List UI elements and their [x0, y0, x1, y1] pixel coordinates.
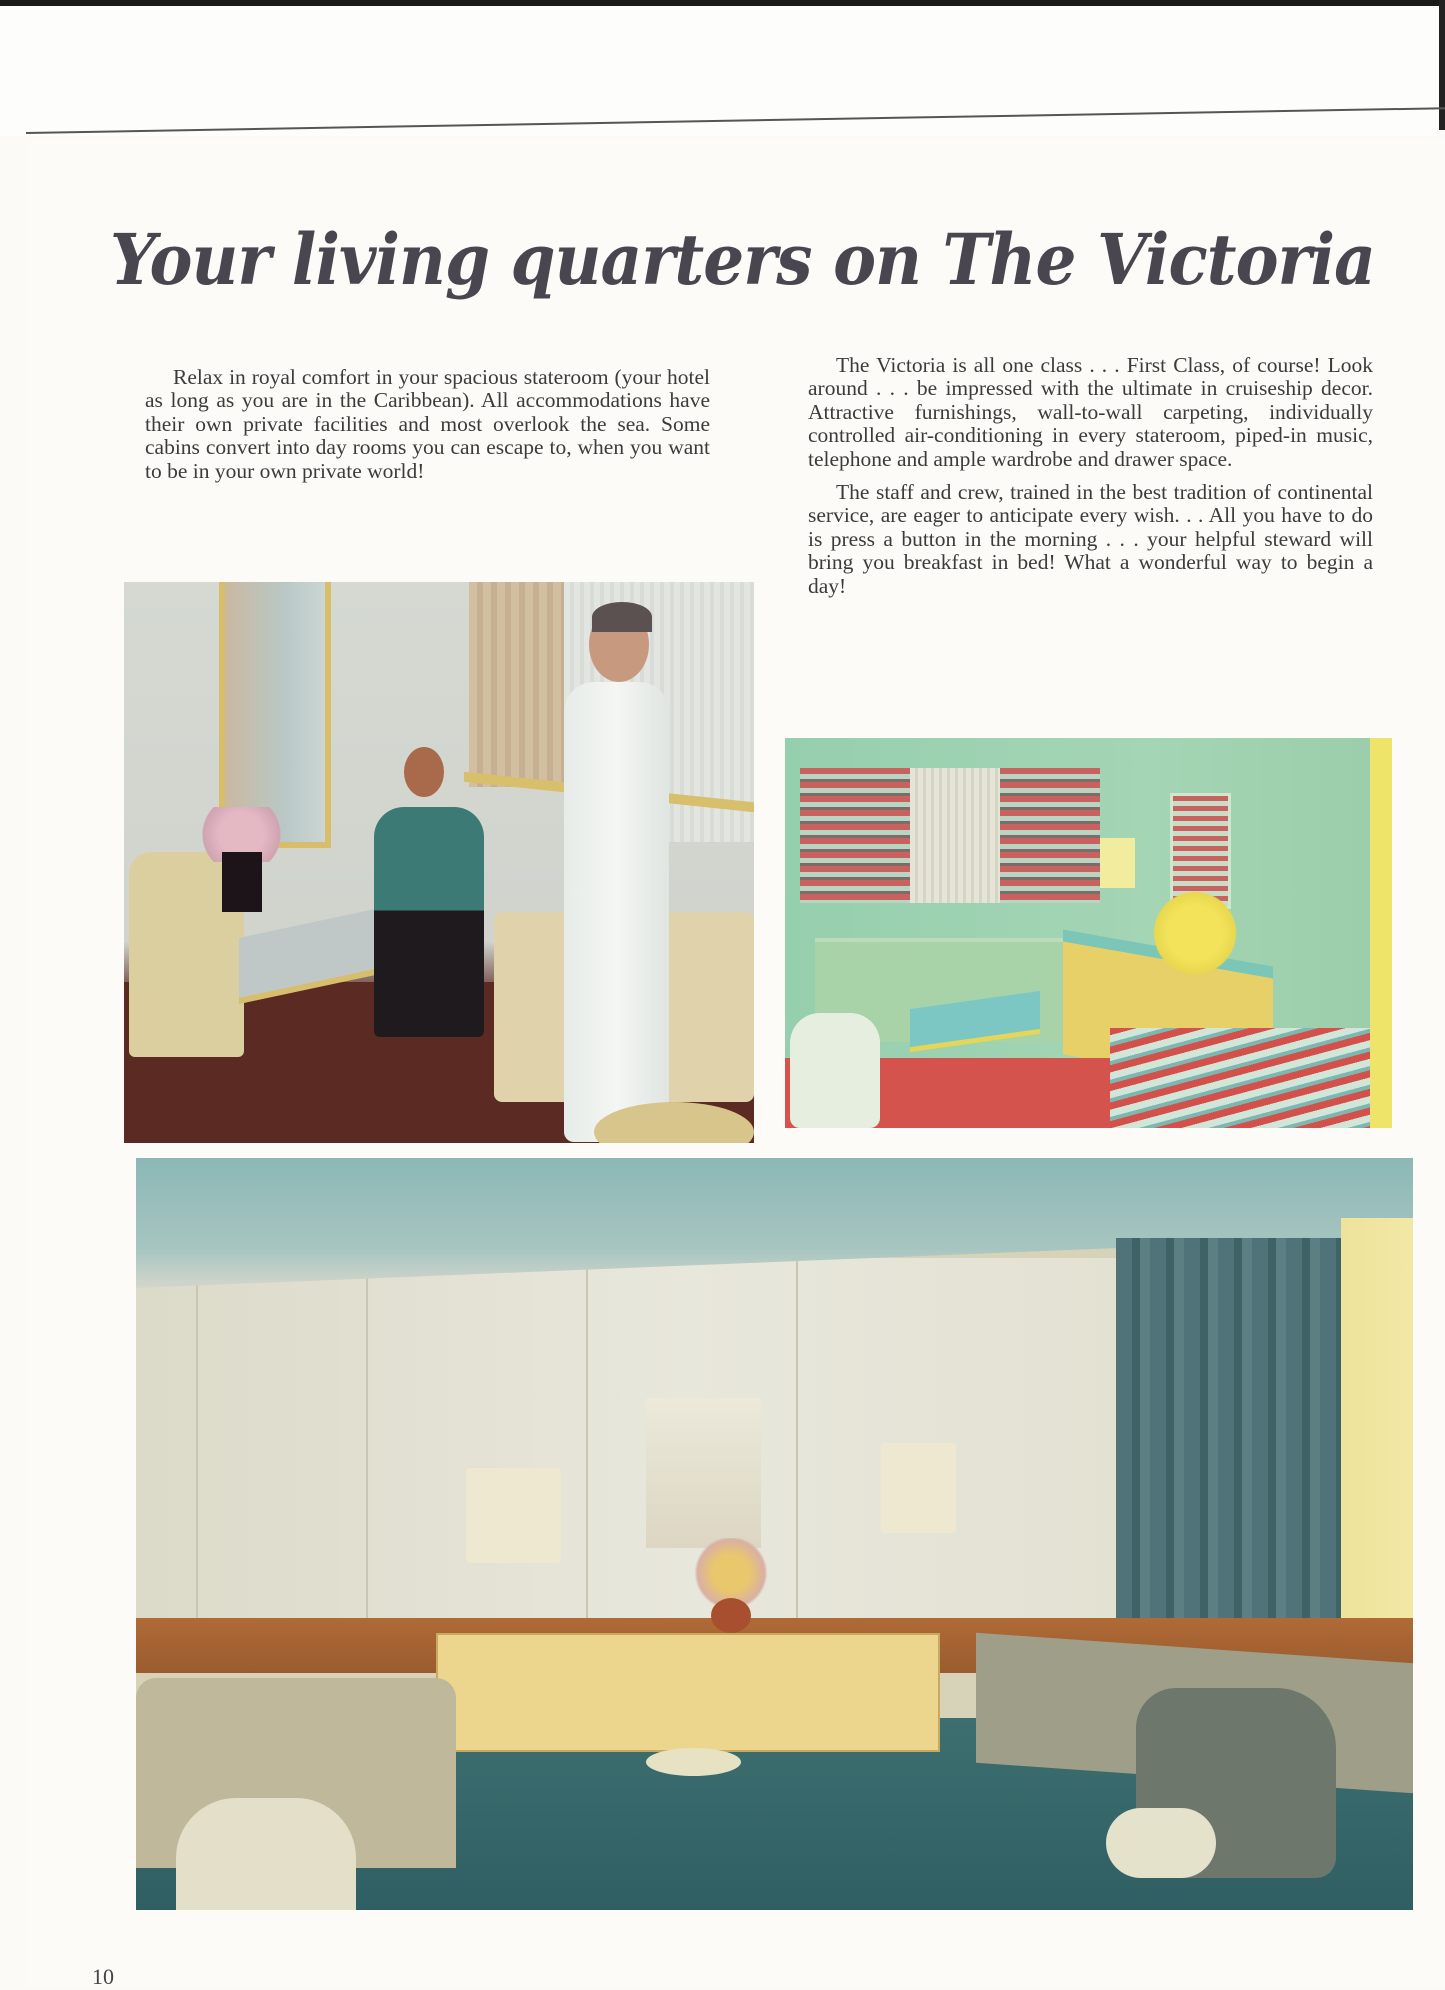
- paragraph: The staff and crew, trained in the best tradition of continental service, are eager to anticipate every wish. . . All you have to do is press a button in the morning . . . your helpful steward will bring you breakfast in bed! What a wonderful way to begin a day!: [808, 480, 1373, 598]
- photo-wall: [136, 1258, 1136, 1638]
- paragraph: The Victoria is all one class . . . First Class, of course! Look around . . . be impressed with the ultimate in cruiseship decor. Attractive furnishings, wall-to-wall carpeting, individually controlled air-conditioning in every stateroom, piped-in music, telephone and ample wardrobe and drawer space.: [808, 353, 1373, 471]
- photo-desk: [436, 1633, 940, 1752]
- page-number: 10: [92, 1964, 114, 1989]
- photo-wall-panel: [366, 1258, 368, 1638]
- photo-vase: [222, 852, 262, 912]
- photo-couple-stateroom: [124, 582, 754, 1143]
- photo-lamp: [1100, 838, 1135, 888]
- photo-green-cabin: [785, 738, 1392, 1128]
- photo-flowers: [1150, 883, 1240, 983]
- photo-chair-left: [176, 1798, 356, 1910]
- photo-woman-dress: [374, 807, 484, 1037]
- back-sheet: [0, 6, 1439, 136]
- photo-man-white-suit: [564, 682, 669, 1142]
- photo-twin-stateroom: [136, 1158, 1413, 1910]
- photo-woman-head: [404, 747, 444, 797]
- photo-curtain: [469, 582, 564, 787]
- photo-wall-art: [646, 1398, 761, 1548]
- photo-wall-panel: [196, 1258, 198, 1638]
- photo-wall-panel: [586, 1258, 588, 1638]
- photo-man-hair: [592, 602, 652, 632]
- photo-striped-curtain-right: [1000, 768, 1100, 903]
- photo-wall-edge: [1370, 738, 1392, 1128]
- photo-sheer-curtain: [910, 768, 1000, 903]
- photo-striped-bed: [1110, 1028, 1392, 1128]
- photo-ottoman: [1106, 1808, 1216, 1878]
- photo-striped-curtain-left: [800, 768, 910, 903]
- scan-border-right: [1439, 0, 1445, 130]
- paragraph: Relax in royal comfort in your spacious stateroom (your hotel as long as you are in the Caribbean). All accommodations have their own private facilities and most overlook the sea. Some cabins convert into day rooms you can escape to, when you want to be in your own private world!: [145, 365, 710, 483]
- text-column-right: [808, 354, 1373, 608]
- photo-vase: [711, 1598, 751, 1633]
- photo-stool: [646, 1748, 741, 1776]
- page-title: Your living quarters on The Victoria: [110, 217, 1375, 301]
- photo-wall-lamp-left: [466, 1468, 561, 1563]
- photo-wall-lamp-right: [881, 1443, 956, 1533]
- photo-wall-panel: [796, 1258, 798, 1638]
- text-column-left: [145, 366, 710, 493]
- photo-chair: [790, 1013, 880, 1128]
